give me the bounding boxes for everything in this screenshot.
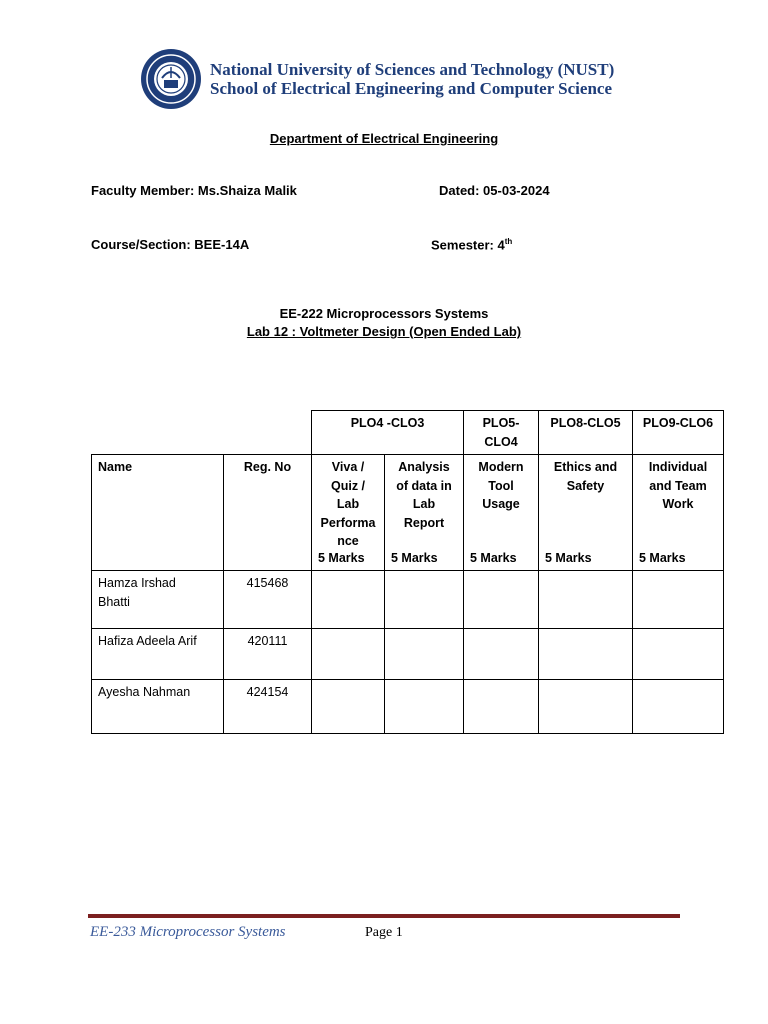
page-number: Page 1 (365, 925, 403, 940)
school-name: School of Electrical Engineering and Computer Science (210, 79, 612, 98)
lab-title: Lab 12 : Voltmeter Design (Open Ended Lab) (246, 324, 522, 339)
criterion-teamwork: Individual and Team Work 5 Marks (633, 455, 724, 571)
faculty-member: Faculty Member: Ms.Shaiza Malik (91, 183, 297, 198)
score-cell[interactable] (312, 571, 385, 629)
marks-table (91, 410, 724, 734)
criteria-header-row (92, 455, 724, 571)
student-name: Ayesha Nahman (92, 680, 224, 734)
criterion-modern-tool: Modern Tool Usage 5 Marks (464, 455, 539, 571)
score-cell[interactable] (464, 571, 539, 629)
marks-label: 5 Marks (470, 550, 517, 565)
score-cell[interactable] (633, 571, 724, 629)
score-cell[interactable] (464, 629, 539, 680)
department-title: Department of Electrical Engineering (269, 131, 499, 146)
student-reg: 420111 (224, 629, 312, 680)
student-reg: 415468 (224, 571, 312, 629)
criterion-ethics: Ethics and Safety 5 Marks (539, 455, 633, 571)
semester-suffix: th (504, 237, 513, 246)
plo4-header: PLO4 -CLO3 (312, 411, 464, 455)
marks-label: 5 Marks (318, 550, 365, 565)
reg-column-header: Reg. No (224, 455, 312, 571)
score-cell[interactable] (633, 680, 724, 734)
criterion-viva: Viva / Quiz / Lab Performa nce 5 Marks (312, 455, 385, 571)
course-section: Course/Section: BEE-14A (91, 237, 250, 252)
score-cell[interactable] (539, 571, 633, 629)
name-column-header: Name (92, 455, 224, 571)
plo9-header: PLO9-CLO6 (633, 411, 724, 455)
student-name: Hafiza Adeela Arif (92, 629, 224, 680)
footer-course: EE-233 Microprocessor Systems (90, 924, 286, 940)
score-cell[interactable] (464, 680, 539, 734)
marks-label: 5 Marks (391, 550, 438, 565)
university-name: National University of Sciences and Technology (NUST) (210, 60, 615, 79)
footer-rule (88, 914, 680, 918)
score-cell[interactable] (633, 629, 724, 680)
score-cell[interactable] (312, 629, 385, 680)
criterion-analysis: Analysis of data in Lab Report 5 Marks (385, 455, 464, 571)
marks-label: 5 Marks (639, 550, 686, 565)
table-row (92, 571, 724, 629)
blank-cell (92, 411, 224, 455)
student-name: Hamza Irshad Bhatti (92, 571, 224, 629)
score-cell[interactable] (385, 680, 464, 734)
score-cell[interactable] (385, 629, 464, 680)
score-cell[interactable] (539, 680, 633, 734)
marks-label: 5 Marks (545, 550, 592, 565)
semester-label: Semester: 4 (431, 237, 505, 253)
course-title: EE-222 Microprocessors Systems (279, 306, 489, 321)
plo8-header: PLO8-CLO5 (539, 411, 633, 455)
nust-logo (140, 48, 202, 110)
semester (431, 237, 512, 252)
score-cell[interactable] (539, 629, 633, 680)
page-header (140, 48, 640, 110)
student-reg: 424154 (224, 680, 312, 734)
blank-cell (224, 411, 312, 455)
score-cell[interactable] (385, 571, 464, 629)
table-row (92, 629, 724, 680)
plo-header-row (92, 411, 724, 455)
dated: Dated: 05-03-2024 (439, 183, 550, 198)
plo5-header: PLO5- CLO4 (464, 411, 539, 455)
score-cell[interactable] (312, 680, 385, 734)
table-row (92, 680, 724, 734)
